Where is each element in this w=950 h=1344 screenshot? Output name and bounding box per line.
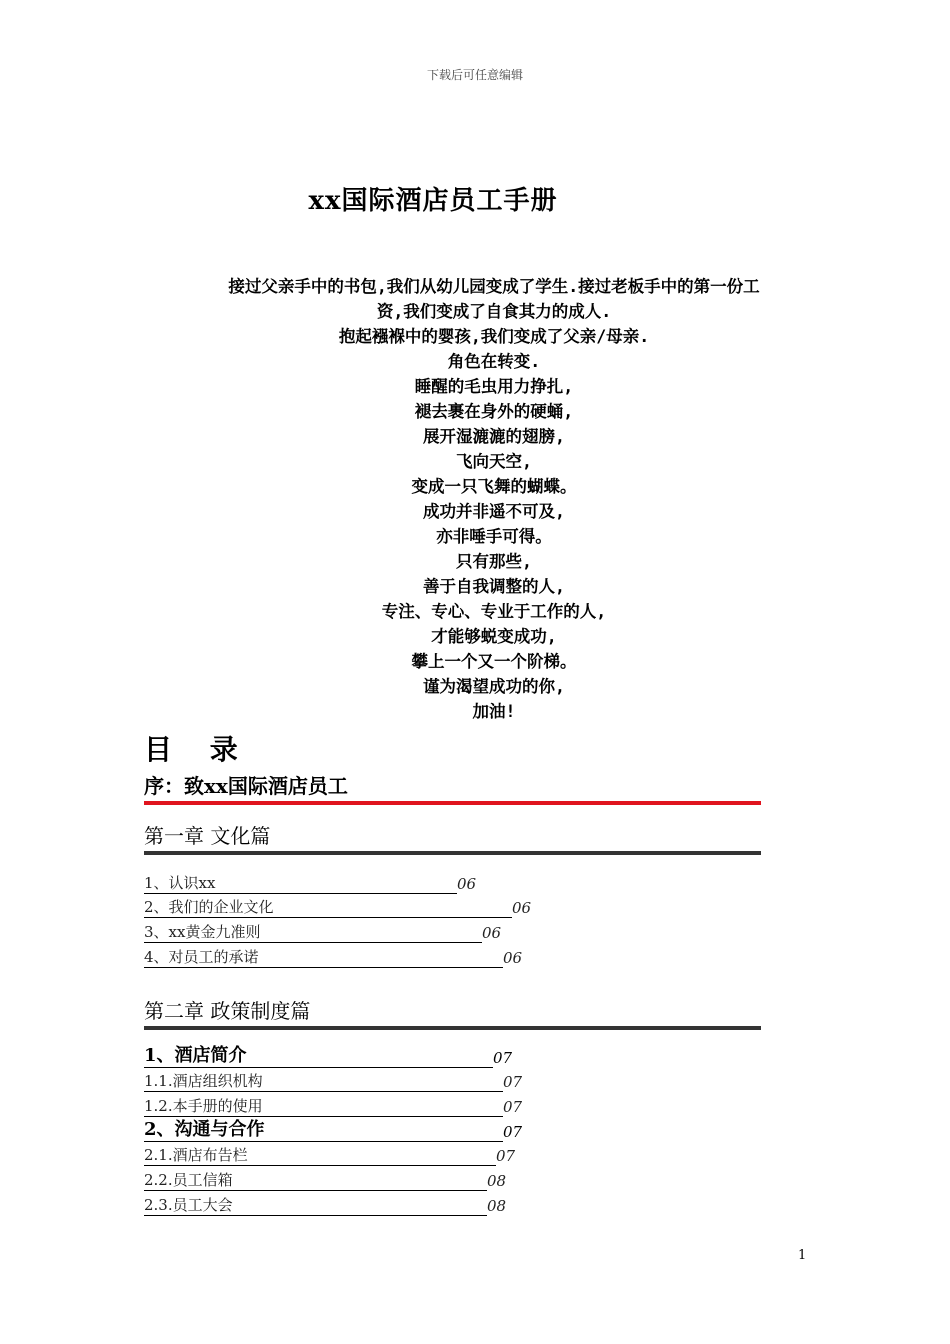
toc-entry-underline [144,1190,487,1191]
poem-line: 接过父亲手中的书包,我们从幼儿园变成了学生.接过老板手中的第一份工 [228,277,760,296]
poem-line: 只有那些, [456,552,532,571]
toc-entry-underline [144,917,512,918]
poem-line: 展开湿漉漉的翅膀, [423,427,565,446]
poem-line: 睡醒的毛虫用力挣扎, [414,377,574,396]
poem-line: 成功并非遥不可及, [423,502,565,521]
toc-entry-label: 2.2.员工信箱 [144,1171,233,1190]
toc-entry-label: 3、xx黄金九准则 [144,923,261,942]
toc-entry-page: 06 [503,948,523,967]
page-number: 1 [798,1248,807,1263]
poem-line: 善于自我调整的人, [423,577,565,596]
toc-entry-page: 07 [503,1122,523,1141]
poem-line: 角色在转变. [447,352,541,371]
poem-line: 专注、专心、专业于工作的人, [381,602,607,621]
toc-entry-page: 06 [512,899,532,918]
toc-entry-underline [144,942,482,943]
toc-entry-label: 2.3.员工大会 [144,1195,233,1214]
toc-entry-label: 1、认识xx [144,873,216,892]
poem-line: 褪去裹在身外的硬蛹, [414,402,574,421]
poem-line: 攀上一个又一个阶梯。 [411,652,577,671]
toc-entry-page: 08 [487,1196,507,1215]
toc-entry-page: 06 [457,874,477,893]
toc-chapter2-title[interactable]: 第二章 政策制度篇 [144,995,761,1030]
toc-entry-label: 2、沟通与合作 [144,1118,265,1140]
poem-line: 加油! [472,702,516,721]
toc-heading: 目 录 [144,733,252,766]
toc-entry-label: 4、对员工的承诺 [144,947,259,966]
toc-entry-underline [144,893,457,894]
poem-line: 抱起襁褓中的婴孩,我们变成了父亲/母亲. [338,327,650,346]
toc-entry-page: 07 [496,1147,516,1166]
toc-entry-page: 07 [493,1048,513,1067]
toc-entry-underline [144,967,503,968]
toc-entry-underline [144,1141,503,1142]
poem-line: 飞向天空, [456,452,532,471]
toc-entry-label: 1.2.本手册的使用 [144,1097,263,1116]
toc-entry-label: 1、酒店简介 [144,1044,247,1066]
toc-entry-underline [144,1067,493,1068]
toc-entry-underline [144,1091,503,1092]
poem-line: 亦非唾手可得。 [436,527,552,546]
toc-entry-page: 06 [482,924,502,943]
toc-entry-label: 2、我们的企业文化 [144,898,274,917]
toc-entry-page: 07 [503,1098,523,1117]
toc-entry-label: 2.1.酒店布告栏 [144,1146,248,1165]
poem-line: 资,我们变成了自食其力的成人. [376,302,612,321]
toc-entry-underline [144,1215,487,1216]
poem-line: 才能够蜕变成功, [431,627,557,646]
toc-entry-page: 07 [503,1073,523,1092]
document-title: xx国际酒店员工手册 [308,186,558,216]
poem-line: 谨为渴望成功的你, [423,677,565,696]
preface-poem [186,274,802,724]
toc-chapter1-title[interactable]: 第一章 文化篇 [144,820,761,855]
poem-line: 变成一只飞舞的蝴蝶。 [411,477,577,496]
toc-preface-link[interactable]: 序：致xx国际酒店员工 [144,770,761,805]
toc-entry-underline [144,1165,496,1166]
toc-entry-page: 08 [487,1172,507,1191]
toc-entry-label: 1.1.酒店组织机构 [144,1072,263,1091]
header-note: 下载后可任意编辑 [426,68,523,82]
